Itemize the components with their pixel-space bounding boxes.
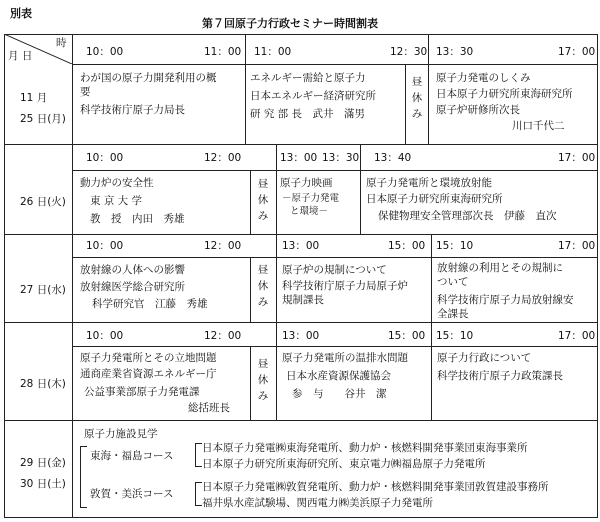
lecturer: 科学研究官 江藤 秀雄 <box>92 298 208 310</box>
time-label: 12：00 <box>204 240 242 252</box>
film-subtitle: －原子力発電 <box>282 193 340 204</box>
lecturer-title: 総括班長 <box>188 402 230 414</box>
corner-time-label-2 <box>44 43 45 55</box>
lecture-title: 原子力発電所とその立地問題 <box>80 352 217 364</box>
lunch-break: 昼休み <box>257 178 269 222</box>
course-name: 東海・福島コース <box>90 450 174 462</box>
time-label: 17：00 <box>558 330 596 342</box>
lunch-break: 昼休み <box>257 264 269 308</box>
course-name: 敦賀・美浜コース <box>90 488 174 500</box>
lecturer-org: 東 京 大 学 <box>90 195 143 207</box>
time-label: 10：00 <box>86 152 124 164</box>
lecturer-org: 日本原子力研究所東海研究所 <box>436 88 573 100</box>
course2-bracket <box>195 482 202 506</box>
time-label: 11：00 <box>254 46 292 58</box>
lecture-title: 放射線の利用とその規制に <box>437 262 563 274</box>
lecturer-title: 原子炉研修所次長 <box>436 104 520 116</box>
date-day: 27 日(水) <box>20 284 66 296</box>
time-label: 11：00 <box>204 46 242 58</box>
lecturer: 川口千代二 <box>512 120 565 132</box>
course-bracket <box>80 446 87 508</box>
lunch-break: 昼休み <box>411 76 423 120</box>
tour-title: 原子力施設見学 <box>84 428 158 440</box>
lecture-title: 原子力発電のしくみ <box>436 72 531 84</box>
course-site: 福井県水産試験場、関西電力㈱美浜原子力発電所 <box>202 497 433 509</box>
lecturer-org: 日本原子力研究所東海研究所 <box>366 193 503 205</box>
time-label: 15：00 <box>388 330 426 342</box>
lecturer-org: 通商産業省資源エネルギー庁 <box>80 368 217 380</box>
lecture-title: 放射線の人体への影響 <box>80 264 185 276</box>
lecture-title: 動力炉の安全性 <box>80 177 154 189</box>
lunch-break: 昼休み <box>257 358 269 402</box>
time-label: 12：30 <box>390 46 428 58</box>
time-label: 17：00 <box>558 152 596 164</box>
date-day: 29 日(金) <box>20 457 66 469</box>
lecturer-org: 科学技術庁原子力局放射線安 <box>437 294 574 306</box>
date-day: 25 日(月) <box>20 113 66 125</box>
course-site: 日本原子力発電㈱敦賀発電所、動力炉・核燃料開発事業団敦賀建設事務所 <box>202 481 549 493</box>
corner-time-label: 時 <box>56 37 67 49</box>
lecture-title: 原子力行政について <box>437 352 532 364</box>
time-label: 13：30 <box>436 46 474 58</box>
lecturer: 科学技術庁原子力政策課長 <box>437 370 563 382</box>
course-site: 日本原子力発電㈱東海発電所、動力炉・核燃料開発事業団東海事業所 <box>202 442 528 454</box>
lecturer-org: 科学技術庁原子力局原子炉 <box>282 280 408 292</box>
time-label: 15：10 <box>436 240 474 252</box>
lecturer-title: 全課長 <box>437 308 469 320</box>
time-label: 10：00 <box>86 330 124 342</box>
corner-date-label: 月 日 <box>8 50 33 62</box>
lecture-title: わが国の原子力開発利用の概 <box>80 72 217 84</box>
attachment-label: 別表 <box>10 7 32 20</box>
course1-bracket <box>195 443 202 467</box>
lecturer-title: 規制課長 <box>282 294 324 306</box>
lecture-title: 原子炉の規制について <box>282 264 387 276</box>
lecture-title-cont: ついて <box>437 276 469 288</box>
lecturer: 研 究 部 長 武井 滿男 <box>250 108 366 120</box>
lecturer: 科学技術庁原子力局長 <box>80 104 185 116</box>
time-label: 10：00 <box>86 240 124 252</box>
lecture-title: 原子力発電所の温排水問題 <box>282 352 408 364</box>
film-subtitle-cont: と環境－ <box>290 206 329 217</box>
time-label: 12：00 <box>204 152 242 164</box>
date-day: 30 日(土) <box>20 478 66 490</box>
course-site: 日本原子力研究所東海研究所、東京電力㈱福島原子力発電所 <box>202 458 486 470</box>
time-label: 17：00 <box>558 240 596 252</box>
page-title: 第７回原子力行政セミナー時間割表 <box>202 17 378 30</box>
time-label: 10：00 <box>86 46 124 58</box>
date-day: 26 日(火) <box>20 196 66 208</box>
time-label: 13：00 <box>282 330 320 342</box>
time-label: 12：00 <box>204 330 242 342</box>
lecturer-org: 日本水産資源保護協会 <box>286 370 391 382</box>
time-label: 17：00 <box>558 46 596 58</box>
lecturer: 教 授 内田 秀雄 <box>90 213 185 225</box>
lecturer: 参 与 谷井 潔 <box>292 388 387 400</box>
date-day: 28 日(木) <box>20 378 66 390</box>
lecturer-org: 放射線医学総合研究所 <box>80 281 185 293</box>
lecture-title-cont: 要 <box>80 86 91 98</box>
time-label: 15：10 <box>436 330 474 342</box>
lecture-title: エネルギー需給と原子力 <box>250 72 366 84</box>
film-title: 原子力映画 <box>280 177 333 189</box>
time-label: 13：40 <box>374 152 412 164</box>
date-month: 11 月 <box>20 92 48 104</box>
time-label: 15：00 <box>388 240 426 252</box>
time-label: 13：00 <box>282 240 320 252</box>
time-label: 13：00 <box>280 152 318 164</box>
lecturer-dept: 公益事業部原子力発電課 <box>84 386 200 398</box>
lecturer: 保健物理安全管理部次長 伊藤 直次 <box>378 210 557 222</box>
lecturer-org: 日本エネルギー経済研究所 <box>250 90 376 102</box>
time-label: 13：30 <box>322 152 360 164</box>
lecture-title: 原子力発電所と環境放射能 <box>366 177 492 189</box>
